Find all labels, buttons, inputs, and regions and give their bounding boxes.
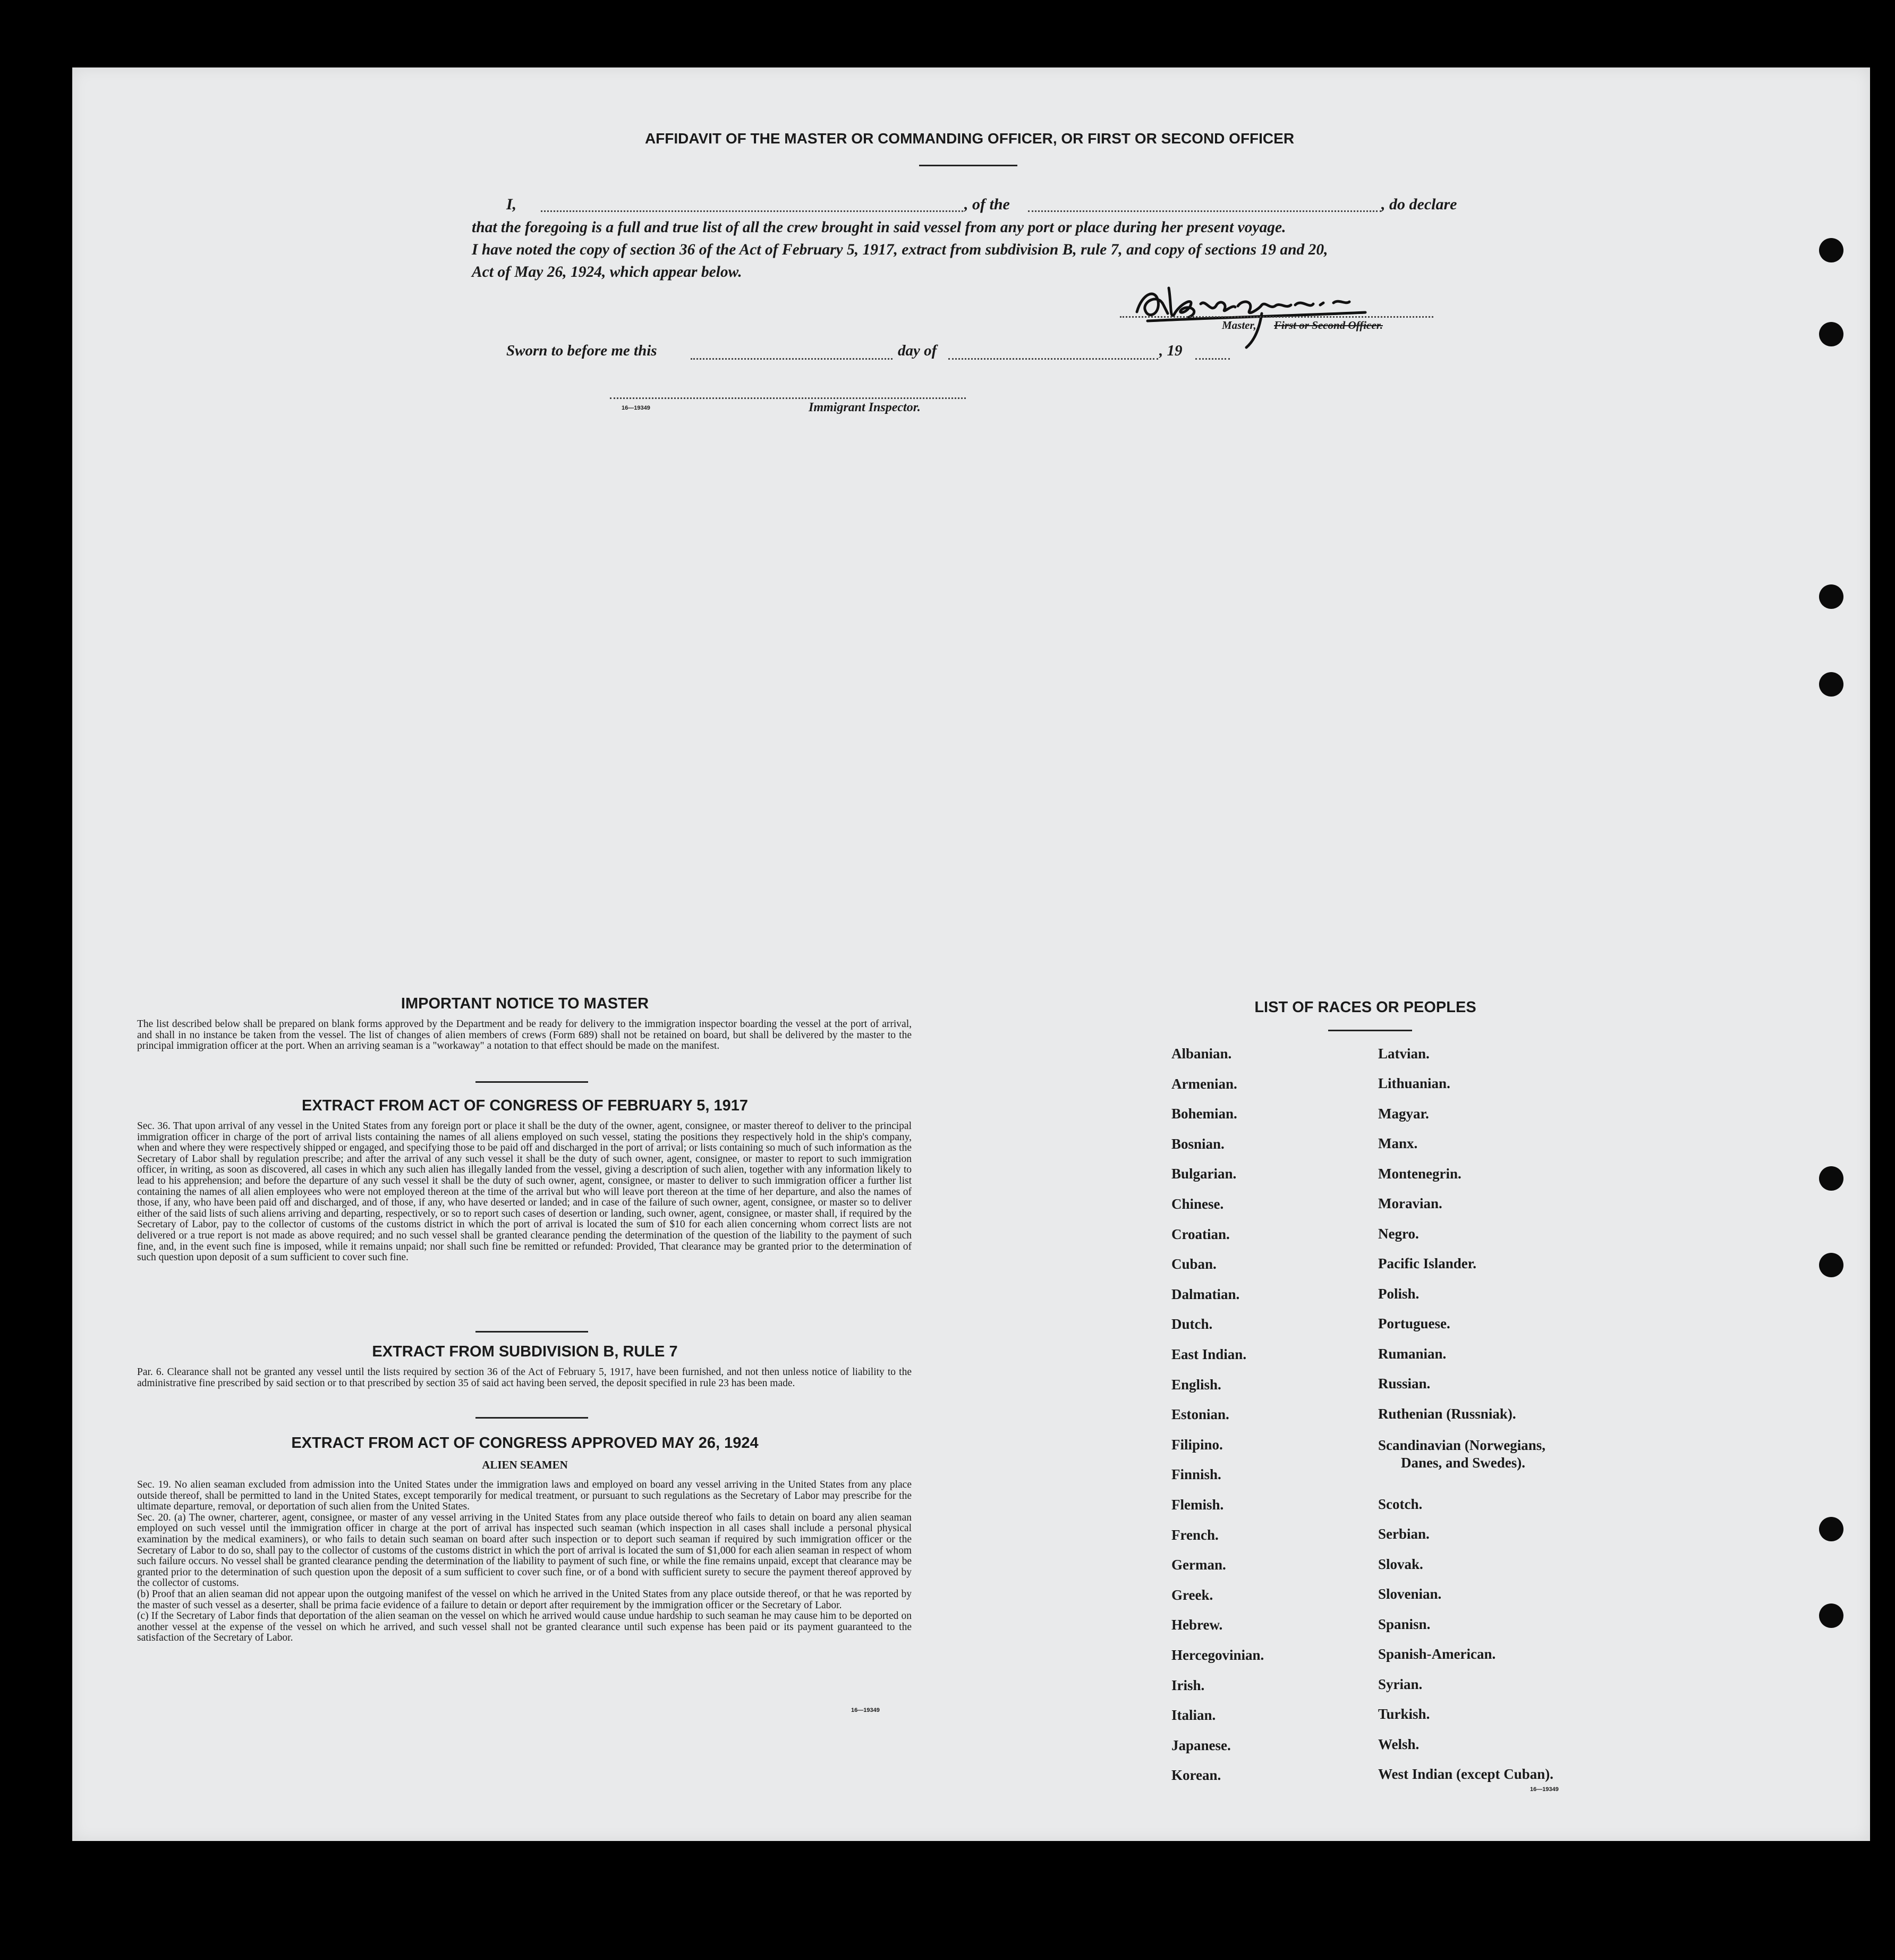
punch-hole xyxy=(1819,322,1843,346)
form-number: 16—19349 xyxy=(622,405,650,411)
sworn-year-field[interactable] xyxy=(1195,358,1230,360)
sworn-month-field[interactable] xyxy=(948,358,1158,360)
race-item: Slovak. xyxy=(1378,1556,1423,1572)
race-item: Chinese. xyxy=(1171,1196,1224,1212)
race-item: Polish. xyxy=(1378,1286,1420,1302)
race-item: Armenian. xyxy=(1171,1075,1237,1092)
divider xyxy=(475,1417,588,1419)
extract-1924-text xyxy=(137,1480,912,1644)
extract-1924-title: EXTRACT FROM ACT OF CONGRESS APPROVED MAY 26, 1924 xyxy=(291,1435,759,1452)
race-item: Spanish-American. xyxy=(1378,1646,1496,1662)
sworn-label: Sworn to before me this xyxy=(506,342,657,359)
race-item: Pacific Islander. xyxy=(1378,1255,1476,1271)
race-item: Manx. xyxy=(1378,1135,1418,1151)
do-declare-label: , do declare xyxy=(1381,196,1457,213)
alien-seamen-subtitle: ALIEN SEAMEN xyxy=(482,1458,568,1471)
declaration-line: Act of May 26, 1924, which appear below. xyxy=(472,264,742,281)
race-item: Montenegrin. xyxy=(1378,1166,1461,1182)
race-item: Korean. xyxy=(1171,1767,1221,1784)
race-item: Spanisn. xyxy=(1378,1616,1431,1632)
race-item: Hercegovinian. xyxy=(1171,1647,1264,1663)
notice-text: The list described below shall be prepared on blank forms approved by the Department and be ready for delivery to the immigration inspector boarding the vessel at the port of arrival, and shall in no instance be taken from the vessel. The list of changes of alien members of crews (Form 689) shall not be retained on board, but shall be delivered by the master to the principal immigration officer at the port. When an arriving seaman is a "workaway" a notation to that effect should be made on the manifest. xyxy=(137,1019,912,1052)
struck-officer-label: First or Second Officer. xyxy=(1274,319,1383,332)
race-item: Irish. xyxy=(1171,1677,1205,1693)
section-20b: (b) Proof that an alien seaman did not appear upon the outgoing manifest of the vessel on which he arrived in the United States from any place outside thereof, or that he was reported by the master of such vessel as a deserter, shall be prima facie evidence of a failure to detain or deport after requirement by the immigration officer or the Secretary of Labor. xyxy=(137,1588,912,1611)
race-item: Cuban. xyxy=(1171,1256,1217,1272)
race-item: Danes, and Swedes). xyxy=(1401,1455,1526,1471)
race-item: Bosnian. xyxy=(1171,1135,1225,1152)
race-item: Slovenian. xyxy=(1378,1586,1442,1602)
race-item: Flemish. xyxy=(1171,1497,1224,1513)
vessel-field[interactable] xyxy=(1028,210,1381,212)
race-item: Bulgarian. xyxy=(1171,1166,1237,1182)
extract-rule7-text: Par. 6. Clearance shall not be granted any vessel until the lists required by section 36 of the Act of February 5, 1917, have been furnished, and not then unless notice of liability to the administrative fine prescribed by said section or to that prescribed by section 35 of said act having been served, the deposit specified in rule 23 has been made. xyxy=(137,1367,912,1389)
race-item: Moravian. xyxy=(1378,1195,1442,1211)
race-item: Russian. xyxy=(1378,1376,1431,1391)
divider xyxy=(919,165,1017,166)
race-item: Dutch. xyxy=(1171,1316,1213,1333)
race-item: Japanese. xyxy=(1171,1737,1231,1753)
races-title: LIST OF RACES OR PEOPLES xyxy=(1254,999,1476,1016)
punch-hole xyxy=(1819,1517,1843,1541)
punch-hole xyxy=(1819,584,1843,609)
affidavit-title: AFFIDAVIT OF THE MASTER OR COMMANDING OFFICER, OR FIRST OR SECOND OFFICER xyxy=(644,130,1295,147)
race-item: Magyar. xyxy=(1378,1106,1429,1122)
race-item: Filipino. xyxy=(1171,1436,1223,1453)
race-item: Scotch. xyxy=(1378,1496,1423,1512)
punch-hole xyxy=(1819,672,1843,697)
race-item: Turkish. xyxy=(1378,1706,1430,1722)
affidavit-i-label: I, xyxy=(506,196,517,213)
race-item: Negro. xyxy=(1378,1226,1419,1242)
form-number: 16—19349 xyxy=(851,1707,880,1713)
year-label: , 19 xyxy=(1159,342,1183,359)
race-item: Finnish. xyxy=(1171,1466,1221,1483)
section-20a: Sec. 20. (a) The owner, charterer, agent, consignee, or master of any vessel arriving in the United States from any place outside thereof who fails to detain on board any alien seaman employed on such vessel until the immigration officer in charge at the port of arrival has inspected such seaman (which inspection in all cases shall include a personal physical examination by the medical examiners), or who fails to detain such seaman on board after such inspection or to deport such seaman if required by such immigration officer or the Secretary of Labor to do so, shall pay to the collector of customs of the customs district in which the port of arrival is located the sum of $1,000 for each alien seaman in respect of whom such failure occurs. No vessel shall be granted clearance pending the determination of the liability to payment of such fine, or while the fine remains unpaid, except that clearance may be granted prior to the determination of such question upon the deposit of a sum sufficient to cover such fine, or of a bond with sufficient surety to secure the payment thereof approved by the collector of customs. xyxy=(137,1512,912,1589)
section-20c: (c) If the Secretary of Labor finds that deportation of the alien seaman on the vessel on which he arrived would cause undue hardship to such seaman he may cause him to be deported on another vessel at the expense of the vessel on which he arrived, and such vessel shall not be granted clearance until such expense has been paid or its payment guaranteed to the satisfaction of the Secretary of Labor. xyxy=(137,1610,912,1644)
punch-hole xyxy=(1819,1166,1843,1191)
day-of-label: day of xyxy=(898,342,937,359)
inspector-signature-line xyxy=(610,397,966,399)
race-item: French. xyxy=(1171,1526,1219,1543)
race-item: English. xyxy=(1171,1376,1221,1393)
race-item: Hebrew. xyxy=(1171,1617,1223,1633)
punch-hole xyxy=(1819,1253,1843,1277)
race-item: German. xyxy=(1171,1557,1226,1573)
race-item: Latvian. xyxy=(1378,1046,1430,1062)
race-item: Bohemian. xyxy=(1171,1106,1237,1122)
race-item: Welsh. xyxy=(1378,1736,1420,1752)
race-item: Dalmatian. xyxy=(1171,1286,1240,1302)
sworn-day-field[interactable] xyxy=(691,358,893,360)
race-item: Ruthenian (Russniak). xyxy=(1378,1406,1516,1422)
declaration-line: I have noted the copy of section 36 of the Act of February 5, 1917, extract from subdivision B, rule 7, and copy of sections 19 and 20, xyxy=(472,241,1328,258)
master-label: Master, xyxy=(1222,319,1256,332)
race-item: Serbian. xyxy=(1378,1526,1430,1542)
race-item: Albanian. xyxy=(1171,1046,1232,1062)
race-item: West Indian (except Cuban). xyxy=(1378,1766,1554,1782)
race-item: Rumanian. xyxy=(1378,1346,1447,1362)
race-item: Scandinavian (Norwegians, xyxy=(1378,1437,1546,1453)
punch-hole xyxy=(1819,238,1843,262)
race-item: Portuguese. xyxy=(1378,1316,1450,1331)
race-item: Syrian. xyxy=(1378,1676,1423,1692)
race-item: Estonian. xyxy=(1171,1406,1229,1423)
race-item: East Indian. xyxy=(1171,1346,1247,1362)
race-item: Greek. xyxy=(1171,1586,1213,1603)
section-19: Sec. 19. No alien seaman excluded from admission into the United States under the immigration laws and employed on board any vessel arriving in the United States from any place outside thereof, shall be permitted to land in the United States, except temporarily for medical treatment, or pursuant to such regulations as the Secretary of Labor may prescribe for the ultimate departure, removal, or deportation of such alien from the United States. xyxy=(137,1479,912,1513)
declaration-line: that the foregoing is a full and true list of all the crew brought in said vessel from any port or place during her present voyage. xyxy=(472,219,1286,236)
extract-1917-text: Sec. 36. That upon arrival of any vessel in the United States from any foreign port or place it shall be the duty of the owner, agent, consignee, or master thereof to deliver to the principal immigration officer in charge of the port of arrival lists containing the names of all aliens employed on such vessel, stating the positions they respectively hold in the ship's company, when and where they were respectively shipped or engaged, and specifying those to be paid off and discharged in the port of arrival; or lists containing so much of such information as the Secretary of Labor shall by regulation prescribe; and after the arrival of any such vessel it shall be the duty of such owner, agent, consignee, or master to report to such immigration officer, in writing, as soon as discovered, all cases in which any such alien has illegally landed from the vessel, giving a description of such alien, together with any information likely to lead to his apprehension; and before the departure of any such vessel it shall be the duty of such owner, agent, consignee, or master to deliver to such immigration officer a further list containing the names of all alien employees who were not employed thereon at the time of the arrival but who will leave port thereon at the time of her departure, and also the names of those, if any, who have been paid off and discharged, and of those, if any, who have deserted or landed; and in case of the failure of such owner, agent, consignee, or master so to deliver either of the said lists of such aliens arriving and departing, respectively, or so to report such cases of desertion or landing, such owner, agent, consignee, or master shall, if required by the Secretary of Labor, pay to the collector of customs of the customs district in which the port of arrival is located the sum of $10 for each alien concerning whom correct lists are not delivered or a true report is not made as above required; and no such vessel shall be granted clearance pending the determination of the question of the liability to the payment of such fine, and, in the event such fine is imposed, while it remains unpaid; nor shall such fine be remitted or refunded: Provided, That clearance may be granted prior to the determination of such question upon deposit of a sum sufficient to cover such fine. xyxy=(137,1121,912,1263)
race-item: Croatian. xyxy=(1171,1226,1230,1242)
extract-rule7-title: EXTRACT FROM SUBDIVISION B, RULE 7 xyxy=(372,1343,678,1360)
inspector-label: Immigrant Inspector. xyxy=(809,401,921,414)
divider xyxy=(1328,1030,1412,1031)
of-the-label: , of the xyxy=(964,196,1010,213)
divider xyxy=(475,1081,588,1083)
divider xyxy=(475,1331,588,1333)
name-field[interactable] xyxy=(541,210,963,212)
extract-1917-title: EXTRACT FROM ACT OF CONGRESS OF FEBRUARY 5, 1917 xyxy=(301,1097,749,1114)
master-signature xyxy=(1126,272,1466,352)
form-number: 16—19349 xyxy=(1530,1786,1559,1793)
notice-title: IMPORTANT NOTICE TO MASTER xyxy=(401,995,649,1012)
race-item: Italian. xyxy=(1171,1707,1216,1724)
race-item: Lithuanian. xyxy=(1378,1075,1450,1091)
signature-line xyxy=(1120,316,1433,318)
punch-hole xyxy=(1819,1603,1843,1628)
